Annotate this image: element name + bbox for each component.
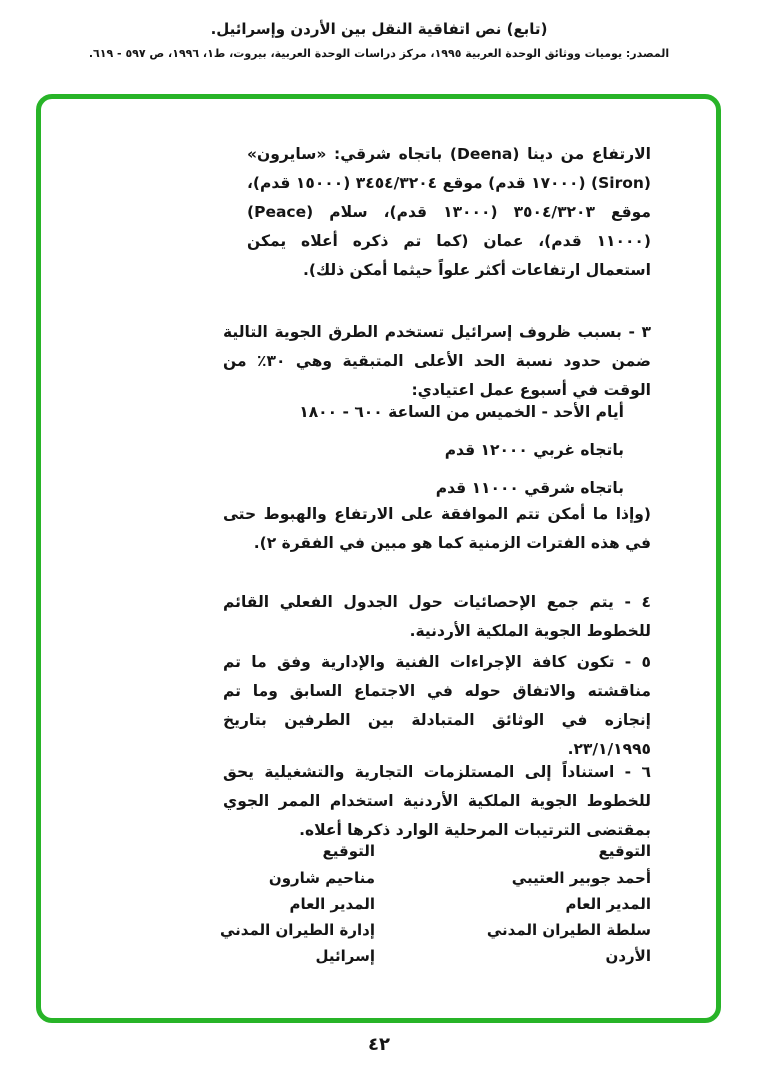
signatory-country-jordan: الأردن [605, 947, 651, 965]
signature-heading-jordan: التوقيع [598, 842, 651, 860]
page-number: ٤٢ [368, 1034, 390, 1055]
clause-4: ٤ - يتم جمع الإحصائيات حول الجدول الفعلي القائم للخطوط الجوية الملكية الأردنية. [223, 593, 651, 640]
document-title: (تابع) نص اتفاقية النقل بين الأردن وإسرائيل. [210, 20, 548, 38]
page-header [0, 0, 758, 60]
signatory-name-israel: مناحيم شارون [268, 869, 375, 887]
signatory-title-israel: المدير العام [289, 895, 375, 913]
signatory-country-israel: إسرائيل [315, 947, 375, 965]
signature-block-israel [220, 838, 375, 969]
clause-6: ٦ - استناداً إلى المستلزمات التجارية والتشغيلية يحق للخطوط الجوية الملكية الأردنية استخدام الممر الجوي بمقتضى الترتيبات المرحلية الوارد ذكرها أعلاه. [223, 763, 651, 839]
source-citation: المصدر: يوميات ووثائق الوحدة العربية ١٩٩٥، مركز دراسات الوحدة العربية، بيروت، ط١، ١٩٩٦، ص ٥٩٧ - ٦١٩. [88, 47, 670, 60]
clause-5: ٥ - تكون كافة الإجراءات الفنية والإدارية وفق ما تم مناقشته والاتفاق حوله في الاجتماع السابق وما تم إنجازه في الوثائق المتبادلة بين الطرفين بتاريخ ٢٣/١/١٩٩٥. [223, 653, 651, 758]
schedule-line-days: أيام الأحد - الخميس من الساعة ٦٠٠ - ١٨٠٠ [299, 403, 624, 421]
signature-heading-israel: التوقيع [322, 842, 375, 860]
signatory-organization-israel: إدارة الطيران المدني [219, 921, 375, 939]
signatory-organization-jordan: سلطة الطيران المدني [486, 921, 651, 939]
schedule-line-eastbound: باتجاه شرقي ١١٠٠٠ قدم [435, 479, 624, 497]
signature-section [41, 838, 716, 988]
signature-block-jordan [487, 838, 651, 969]
schedule-list [224, 398, 624, 512]
green-frame [36, 94, 721, 1023]
clause-3: ٣ - بسبب ظروف إسرائيل تستخدم الطرق الجوية التالية ضمن حدود نسبة الحد الأعلى المتبقية وهي ٣٠٪ من الوقت في أسبوع عمل اعتيادي: [223, 323, 651, 399]
schedule-line-westbound: باتجاه غربي ١٢٠٠٠ قدم [444, 441, 624, 459]
intro-paragraph: الارتفاع من دينا (Deena) باتجاه شرقي: «سايرون» (Siron) (١٧٠٠٠ قدم) موقع ٣٤٥٤/٣٢٠٤ (١٥٠٠٠ قدم)، موقع ٣٥٠٤/٣٢٠٣ (١٣٠٠٠ قدم)، سلام (Peace) (١١٠٠٠ قدم)، عمان (كما تم ذكره أعلاه يمكن استعمال ارتفاعات أكثر علواً حيثما أمكن ذلك). [247, 145, 652, 279]
signatory-name-jordan: أحمد جوبير العتيبي [511, 869, 651, 887]
signatory-title-jordan: المدير العام [565, 895, 651, 913]
note-paragraph: (وإذا ما أمكن تتم الموافقة على الارتفاع والهبوط حتى في هذه الفترات الزمنية كما هو مبين في الفقرة ٢). [223, 505, 651, 552]
